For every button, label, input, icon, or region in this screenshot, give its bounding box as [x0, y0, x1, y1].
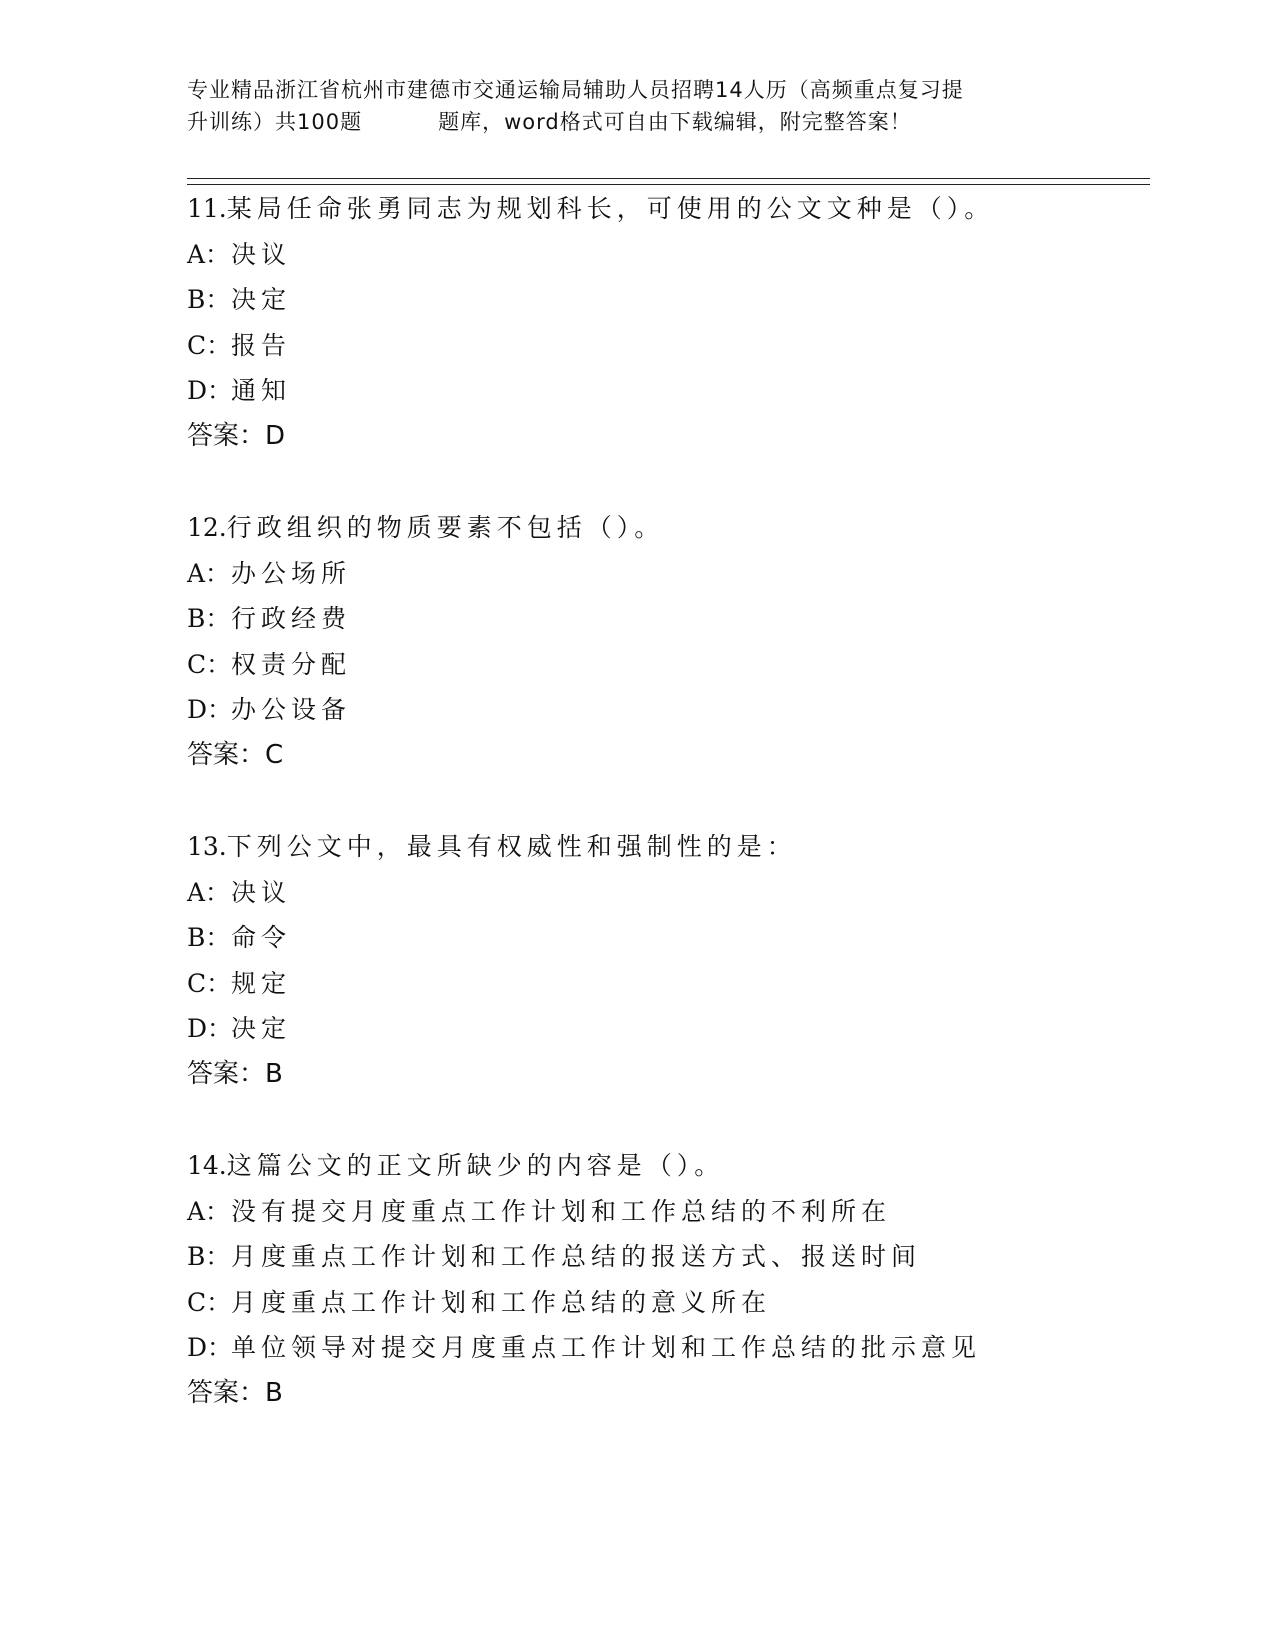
option-text: 决定: [231, 1014, 292, 1043]
option-text: 决定: [231, 285, 292, 314]
option-key: C：: [187, 330, 232, 360]
option-key: D：: [187, 1014, 233, 1043]
question-stem: [187, 505, 1167, 551]
option-a: [187, 232, 1167, 278]
option-text: 单位领导对提交月度重点工作计划和工作总结的批示意见: [231, 1333, 982, 1362]
option-key: D：: [187, 376, 233, 405]
option-text: 办公设备: [231, 695, 352, 724]
option-text: 决议: [231, 239, 292, 269]
option-c: [187, 961, 1167, 1007]
question-stem: [187, 824, 1167, 870]
option-b: [187, 915, 1167, 961]
option-b: [187, 596, 1167, 642]
option-c: [187, 642, 1167, 688]
option-c: [187, 323, 1167, 369]
option-b: [187, 277, 1167, 323]
option-key: D：: [187, 695, 233, 724]
question-text: 下列公文中，最具有权威性和强制性的是：: [226, 832, 797, 861]
question-12: [187, 505, 1167, 778]
option-key: A：: [187, 239, 231, 269]
header-title-part-a: 升训练）共100题: [187, 110, 363, 134]
option-text: 通知: [231, 376, 292, 405]
question-number: 13.: [187, 832, 227, 861]
answer-line: 答案：B: [187, 1377, 283, 1408]
option-key: A：: [187, 1196, 231, 1226]
question-number: 14.: [187, 1151, 227, 1180]
question-stem: [187, 1143, 1167, 1189]
option-text: 办公场所: [231, 558, 352, 588]
question-11: [187, 186, 1167, 459]
option-text: 决议: [231, 877, 292, 907]
answer-line: 答案：C: [187, 739, 284, 770]
option-d: [187, 1325, 1167, 1371]
question-text: 这篇公文的正文所缺少的内容是（）。: [226, 1151, 725, 1180]
option-key: B：: [187, 1242, 231, 1271]
option-text: 没有提交月度重点工作计划和工作总结的不利所在: [231, 1196, 892, 1226]
option-text: 月度重点工作计划和工作总结的意义所在: [231, 1287, 772, 1317]
option-text: 命令: [231, 923, 292, 952]
question-stem: [187, 186, 1167, 232]
header-title-line-2: [187, 106, 1087, 138]
option-a: [187, 551, 1167, 597]
option-key: B：: [187, 285, 231, 314]
option-key: A：: [187, 558, 231, 588]
option-key: C：: [187, 1287, 232, 1317]
option-key: B：: [187, 604, 231, 633]
option-text: 月度重点工作计划和工作总结的报送方式、报送时间: [231, 1242, 922, 1271]
question-14: [187, 1143, 1167, 1416]
header-rule-bottom: [187, 184, 1150, 185]
document-header: [187, 74, 1087, 138]
option-b: [187, 1234, 1167, 1280]
option-d: [187, 1006, 1167, 1052]
option-key: A：: [187, 877, 231, 907]
option-c: [187, 1280, 1167, 1326]
option-text: 规定: [231, 968, 292, 998]
header-title-line-1: 专业精品浙江省杭州市建德市交通运输局辅助人员招聘14人历（高频重点复习提: [187, 78, 964, 102]
question-13: [187, 824, 1167, 1097]
option-a: [187, 870, 1167, 916]
header-title-part-b: 题库，word格式可自由下载编辑，附完整答案！: [438, 110, 912, 134]
option-key: D：: [187, 1333, 233, 1362]
option-a: [187, 1189, 1167, 1235]
answer-line: 答案：D: [187, 420, 286, 451]
option-text: 报告: [231, 330, 292, 360]
option-key: C：: [187, 968, 232, 998]
question-text: 某局任命张勇同志为规划科长，可使用的公文文种是（）。: [226, 194, 995, 223]
option-text: 权责分配: [231, 649, 352, 679]
option-d: [187, 687, 1167, 733]
header-rule-top: [187, 178, 1150, 179]
question-number: 12.: [187, 513, 227, 542]
option-text: 行政经费: [231, 604, 352, 633]
option-d: [187, 368, 1167, 414]
question-text: 行政组织的物质要素不包括（）。: [226, 513, 665, 542]
answer-line: 答案：B: [187, 1058, 283, 1089]
option-key: B：: [187, 923, 231, 952]
option-key: C：: [187, 649, 232, 679]
question-number: 11.: [187, 194, 227, 223]
